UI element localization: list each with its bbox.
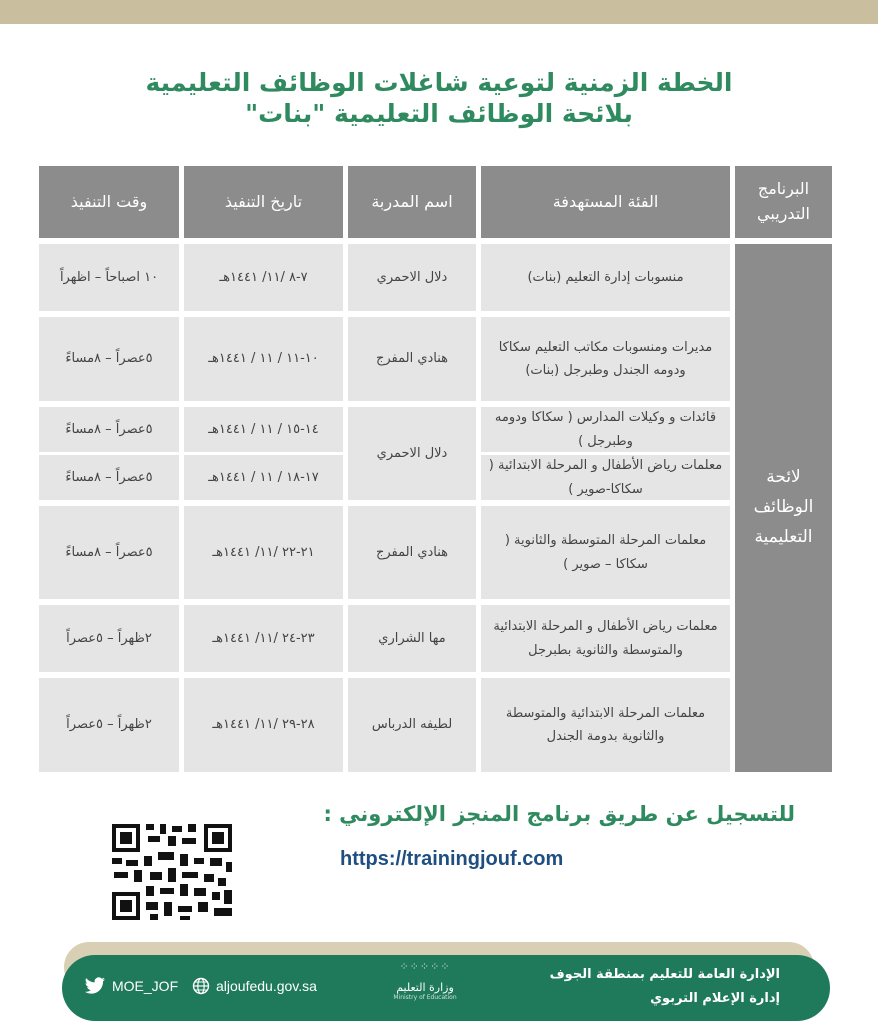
date-cell: ٢٨-٢٩ /١١/ ١٤٤١هـ [184, 678, 343, 772]
date-cell: ٢٣-٢٤ /١١/ ١٤٤١هـ [184, 605, 343, 672]
target-cell: منسوبات إدارة التعليم (بنات) [481, 244, 730, 311]
time-cell: ٥عصراً – ٨مساءً [39, 455, 179, 500]
header-program [735, 166, 832, 238]
footer-website[interactable] [192, 977, 317, 995]
time-cell: ١٠ اصباحاً – اظهراً [39, 244, 179, 311]
registration-text: للتسجيل عن طريق برنامج المنجز الإلكتروني : [323, 802, 795, 826]
target-cell: مديرات ومنسوبات مكاتب التعليم سكاكا ودومه الجندل وطبرجل (بنات) [481, 317, 730, 401]
website-text: aljoufedu.gov.sa [216, 978, 317, 994]
twitter-icon [84, 977, 106, 995]
target-cell: قائدات و وكيلات المدارس ( سكاكا ودومه وطبرجل ) [481, 407, 730, 452]
top-decor-bar [0, 0, 878, 24]
time-cell: ٥عصراً – ٨مساءً [39, 407, 179, 452]
date-cell: ١٤-١٥ / ١١ / ١٤٤١هـ [184, 407, 343, 452]
qr-code-icon[interactable] [110, 822, 234, 922]
trainer-cell: هنادي المفرج [348, 506, 476, 599]
program-name-cell [735, 244, 832, 772]
trainer-cell: دلال الاحمري [348, 244, 476, 311]
header-program-label: البرنامج التدريبي [757, 179, 810, 223]
footer-bar [62, 955, 830, 1021]
ministry-name-en: Ministry of Education [393, 994, 457, 1001]
trainer-cell: مها الشراري [348, 605, 476, 672]
page-subtitle: بلائحة الوظائف التعليمية "بنات" [245, 99, 633, 128]
footer-department: إدارة الإعلام التربوي [650, 991, 780, 1006]
target-cell: معلمات المرحلة المتوسطة والثانوية ( سكاكا – صوير ) [481, 506, 730, 599]
ministry-name-ar: وزارة التعليم [396, 981, 454, 994]
globe-icon [192, 977, 210, 995]
registration-link[interactable]: https://trainingjouf.com [340, 848, 564, 870]
header-time: وقت التنفيذ [39, 166, 179, 238]
header-trainer: اسم المدربة [348, 166, 476, 238]
program-name: لائحة الوظائف التعليمية [753, 467, 814, 547]
time-cell: ٢ظهراً – ٥عصراً [39, 605, 179, 672]
footer-org-name: الإدارة العامة للتعليم بمنطقة الجوف [549, 967, 780, 982]
trainer-cell: دلال الاحمري [348, 407, 476, 500]
target-cell: معلمات رياض الأطفال و المرحلة الابتدائية ( سكاكا-صوير ) [481, 455, 730, 500]
ministry-logo [380, 961, 470, 1001]
date-cell: ١٠-١١ / ١١ / ١٤٤١هـ [184, 317, 343, 401]
twitter-handle: MOE_JOF [112, 978, 179, 994]
date-cell: ١٧-١٨ / ١١ / ١٤٤١هـ [184, 455, 343, 500]
date-cell: ٧-٨ /١١/ ١٤٤١هـ [184, 244, 343, 311]
time-cell: ٥عصراً – ٨مساءً [39, 506, 179, 599]
page-title: الخطة الزمنية لتوعية شاغلات الوظائف التعليمية [145, 68, 733, 97]
header-date: تاريخ التنفيذ [184, 166, 343, 238]
trainer-cell: هنادي المفرج [348, 317, 476, 401]
target-cell: معلمات المرحلة الابتدائية والمتوسطة والثانوية بدومة الجندل [481, 678, 730, 772]
trainer-cell: لطيفه الدرباس [348, 678, 476, 772]
time-cell: ٢ظهراً – ٥عصراً [39, 678, 179, 772]
footer-twitter[interactable] [84, 977, 178, 995]
ministry-logo-icon: ⁘⁘⁘⁘⁘ [399, 960, 451, 973]
date-cell: ٢١-٢٢ /١١/ ١٤٤١هـ [184, 506, 343, 599]
time-cell: ٥عصراً – ٨مساءً [39, 317, 179, 401]
target-cell: معلمات رياض الأطفال و المرحلة الابتدائية والمتوسطة والثانوية بطبرجل [481, 605, 730, 672]
header-target: الفئة المستهدفة [481, 166, 730, 238]
